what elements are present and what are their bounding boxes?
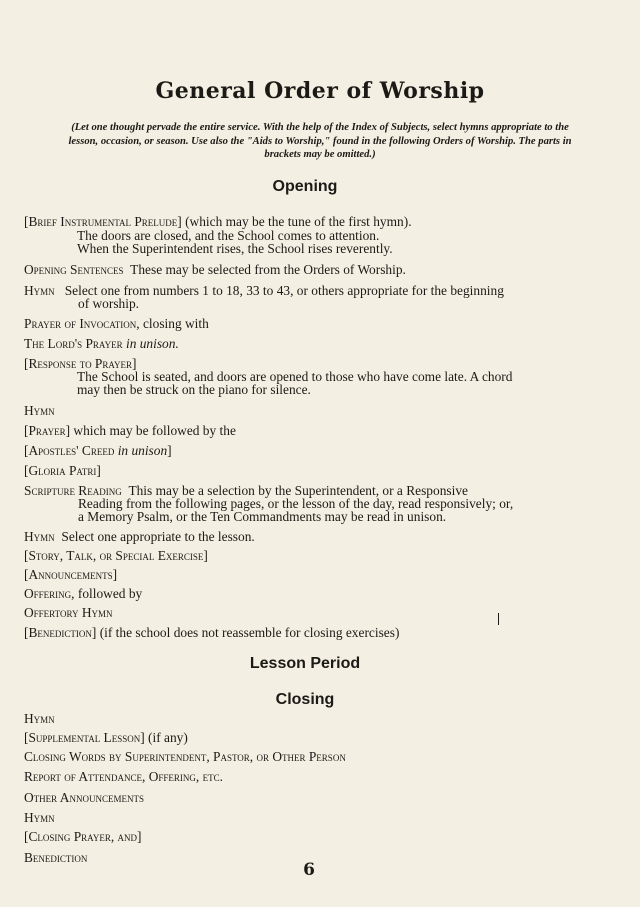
prelude-label: [Brief Instrumental Prelude] <box>24 214 182 229</box>
section-heading-lesson-period: Lesson Period <box>249 655 361 672</box>
hymn-1-text-2: of worship. <box>78 296 139 311</box>
creed-close: ] <box>167 443 172 458</box>
creed-line <box>24 444 604 458</box>
response-text: The School is seated, and doors are opened to those who have come late. A chord <box>77 369 513 384</box>
opening-sentences-text: These may be selected from the Orders of Worship. <box>130 262 406 277</box>
closing-hymn-1-line <box>24 712 604 726</box>
lords-prayer-line <box>24 337 604 351</box>
scripture-label: Scripture Reading <box>24 483 122 498</box>
lords-prayer-text: in unison. <box>125 336 179 351</box>
other-announcements-label: Other Announcements <box>24 790 144 805</box>
prayer-text: which may be followed by the <box>70 423 236 438</box>
closing-words-label: Closing Words by Superintendent, Pastor, or Other Person <box>24 749 346 764</box>
page-number: 6 <box>303 860 315 880</box>
offering-label: Offering, <box>24 586 75 601</box>
prelude-text: (which may be the tune of the first hymn). <box>181 214 412 229</box>
offertory-label: Offertory Hymn <box>24 605 113 620</box>
benediction-line <box>24 626 604 640</box>
hymn-3-label: Hymn <box>24 529 55 544</box>
closing-prayer-label: [Closing Prayer, and] <box>24 829 142 844</box>
lords-prayer-label: The Lord's Prayer <box>24 336 123 351</box>
invocation-text: closing with <box>139 316 209 331</box>
benediction-label: [Benediction] <box>24 625 97 640</box>
closing-hymn-2-label: Hymn <box>24 810 55 825</box>
hymn-2-line <box>24 404 604 418</box>
benediction-text: (if the school does not reassemble for closing exercises) <box>96 625 400 640</box>
closing-hymn-1-label: Hymn <box>24 711 55 726</box>
closing-words-line <box>24 750 604 764</box>
opening-sentences-line <box>24 263 604 277</box>
response-text-2: may then be struck on the piano for silence. <box>77 382 311 397</box>
response-label: [Response to Prayer] <box>24 356 137 371</box>
other-announcements-line <box>24 791 604 805</box>
page-title: General Order of Worship <box>155 78 485 104</box>
hymn-3-line <box>24 530 604 544</box>
supplemental-line <box>24 731 604 745</box>
story-line <box>24 549 604 563</box>
section-heading-closing: Closing <box>275 691 335 708</box>
prelude-line <box>24 215 604 229</box>
closing-hymn-2-line <box>24 811 604 825</box>
section-heading-opening: Opening <box>272 178 338 195</box>
announcements-line <box>24 568 604 582</box>
announcements-label: [Announcements] <box>24 567 118 582</box>
hymn-1-text: Select one from numbers 1 to 18, 33 to 43, or others appropriate for the beginning <box>64 283 504 298</box>
invocation-label: Prayer of Invocation, <box>24 316 140 331</box>
creed-label: [Apostles' Creed <box>24 443 115 458</box>
story-label: [Story, Talk, or Special Exercise] <box>24 548 208 563</box>
margin-mark <box>498 613 499 625</box>
invocation-line <box>24 317 604 331</box>
hymn-2-label: Hymn <box>24 403 55 418</box>
hymn-1-label: Hymn <box>24 283 55 298</box>
creed-text: in unison <box>117 443 168 458</box>
prayer-label: [Prayer] <box>24 423 71 438</box>
prelude-line-2: The doors are closed, and the School comes to attention. <box>77 228 380 243</box>
offering-text: followed by <box>74 586 143 601</box>
scripture-text: This may be a selection by the Superintendent, or a Responsive <box>128 483 468 498</box>
offertory-line <box>24 606 604 620</box>
supplemental-text: (if any) <box>144 730 188 745</box>
report-line <box>24 770 604 784</box>
hymn-3-text: Select one appropriate to the lesson. <box>61 529 255 544</box>
report-label: Report of Attendance, Offering, etc. <box>24 769 223 784</box>
closing-benediction-label: Benediction <box>24 850 88 865</box>
supplemental-label: [Supplemental Lesson] <box>24 730 145 745</box>
prelude-line-3: When the Superintendent rises, the School rises reverently. <box>77 241 393 256</box>
gloria-line <box>24 464 604 478</box>
gloria-label: [Gloria Patri] <box>24 463 101 478</box>
opening-sentences-label: Opening Sentences <box>24 262 124 277</box>
closing-prayer-line <box>24 830 604 844</box>
scripture-text-3: a Memory Psalm, or the Ten Commandments may be read in unison. <box>78 509 447 524</box>
scripture-text-2: Reading from the following pages, or the lesson of the day, read responsively; or, <box>78 496 514 511</box>
prayer-line <box>24 424 604 438</box>
instructions-note: (Let one thought pervade the entire service. With the help of the Index of Subjects, select hymns appropriate to the lesson, occasion, or season. Use also the "Aids to Worship," found in the following Orders of Worship. The parts in brackets may be omitted.) <box>68 122 572 160</box>
offering-line <box>24 587 604 601</box>
